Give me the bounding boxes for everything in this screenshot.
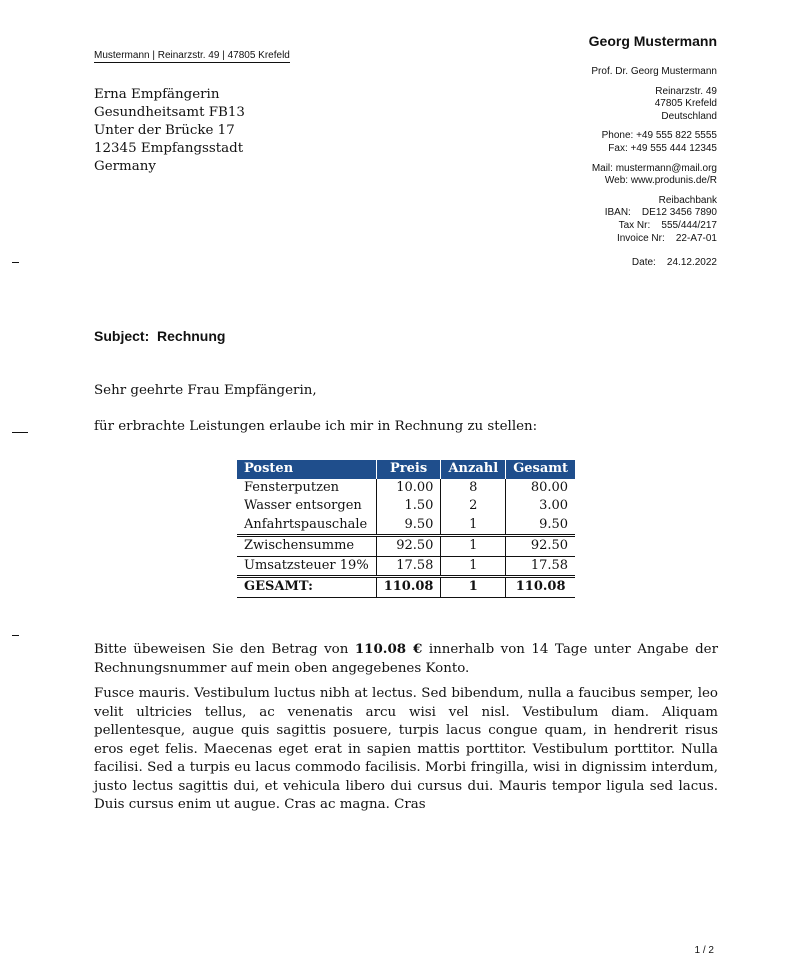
recipient-line: Germany [94,159,156,174]
cell-posten: Fensterputzen [237,479,376,498]
cell-preis: 17.58 [376,556,441,577]
tax-row [237,556,575,577]
column-header-preis: Preis [376,460,441,479]
cell-gesamt: 80.00 [530,479,569,495]
cell-anzahl: 2 [441,497,506,516]
column-header-posten: Posten [237,460,376,479]
cell-preis: 9.50 [376,516,441,536]
letter-date: Date: 24.12.2022 [631,257,717,269]
recipient-line: Unter der Brücke 17 [94,123,235,138]
cell-gesamt: 110.08 [506,577,575,598]
letter-subject: Subject: Rechnung [94,328,226,344]
cell-preis: 92.50 [376,536,441,557]
cell-preis: 110.08 [376,577,441,598]
return-address-line: Mustermann | Reinarzstr. 49 | 47805 Krefeld [94,50,290,61]
payment-paragraph [94,640,718,678]
letter-intro: für erbrachte Leistungen erlaube ich mir in Rechnung zu stellen: [94,419,538,434]
fold-mark-top [12,262,19,263]
sender-street: Reinarzstr. 49 [655,85,717,97]
cell-gesamt: 9.50 [539,516,569,532]
cell-posten: Zwischensumme [237,536,376,557]
cell-anzahl: 1 [441,516,506,536]
subtotal-row [237,536,575,557]
sender-phone: Phone: +49 555 822 5555 [601,130,717,142]
cell-gesamt: 3.00 [539,498,569,513]
cell-anzahl: 1 [441,577,506,598]
recipient-line: Erna Empfängerin [94,87,220,102]
fold-mark-bottom [12,635,19,636]
sender-bank: Reibachbank [658,194,717,206]
sender-name: Georg Mustermann [588,33,717,49]
sender-iban: IBAN: DE12 3456 7890 [604,207,717,219]
recipient-line: Gesundheitsamt FB13 [94,105,245,120]
cell-posten: Umsatzsteuer 19% [237,556,376,577]
table-row [237,497,575,516]
sender-mail: Mail: mustermann@mail.org [591,162,717,174]
table-row [237,479,575,498]
cell-anzahl: 1 [441,536,506,557]
sender-web: Web: www.produnis.de/R [604,175,717,187]
table-header-row [237,460,575,479]
invoice-table [237,460,575,598]
sender-country: Deutschland [661,110,717,122]
cell-posten: Wasser entsorgen [237,497,376,516]
payment-text-after: innerhalb von 14 Tage unter Angabe der Rechnungsnummer auf mein oben angegebenes Konto. [94,642,718,676]
total-row [237,577,575,598]
cell-posten: Anfahrtspauschale [237,516,376,536]
sender-title-name: Prof. Dr. Georg Mustermann [591,66,717,77]
cell-anzahl: 8 [441,479,506,498]
page-number: 1 / 2 [694,945,714,956]
column-header-gesamt: Gesamt [506,460,575,479]
body-paragraph: Fusce mauris. Vestibulum luctus nibh at lectus. Sed bibendum, nulla a faucibus semper, leo velit ultricies tellus, ac venenatis arcu wisi vel nisl. Vestibulum diam. Aliquam pellentesque, augue quis sagittis posuere, turpis lacus congue quam, in hendrerit risus eros eget felis. Maecenas eget erat in sapien mattis porttitor. Vestibulum porttitor. Nulla facilisi. Sed a turpis eu lacus commodo facilisis. Morbi fringilla, wisi in dignissim interdum, justo lectus sagittis dui, et vehicula libero dui cursus dui. Mauris tempor ligula sed lacus. Duis cursus enim ut augue. Cras ac magna. Cras [94,686,718,812]
cell-preis: 10.00 [376,479,441,498]
cell-preis: 1.50 [376,497,441,516]
sender-fax: Fax: +49 555 444 12345 [608,142,717,154]
recipient-address [94,86,245,176]
column-header-anzahl: Anzahl [441,460,506,479]
table-row [237,516,575,536]
sender-info-block [457,66,717,277]
sender-tax-nr: Tax Nr: 555/444/217 [618,219,717,231]
sender-city: 47805 Krefeld [654,98,717,110]
payment-text-before: Bitte übeweisen Sie den Betrag von [94,642,355,657]
cell-posten: GESAMT: [237,577,376,598]
punch-mark [12,432,28,433]
cell-gesamt: 17.58 [530,557,569,573]
recipient-line: 12345 Empfangsstadt [94,141,244,156]
payment-amount: 110.08 € [354,641,423,657]
cell-gesamt: 92.50 [506,536,575,557]
letter-salutation: Sehr geehrte Frau Empfängerin, [94,383,317,398]
cell-anzahl: 1 [441,556,506,577]
invoice-number: Invoice Nr: 22-A7-01 [616,232,717,244]
